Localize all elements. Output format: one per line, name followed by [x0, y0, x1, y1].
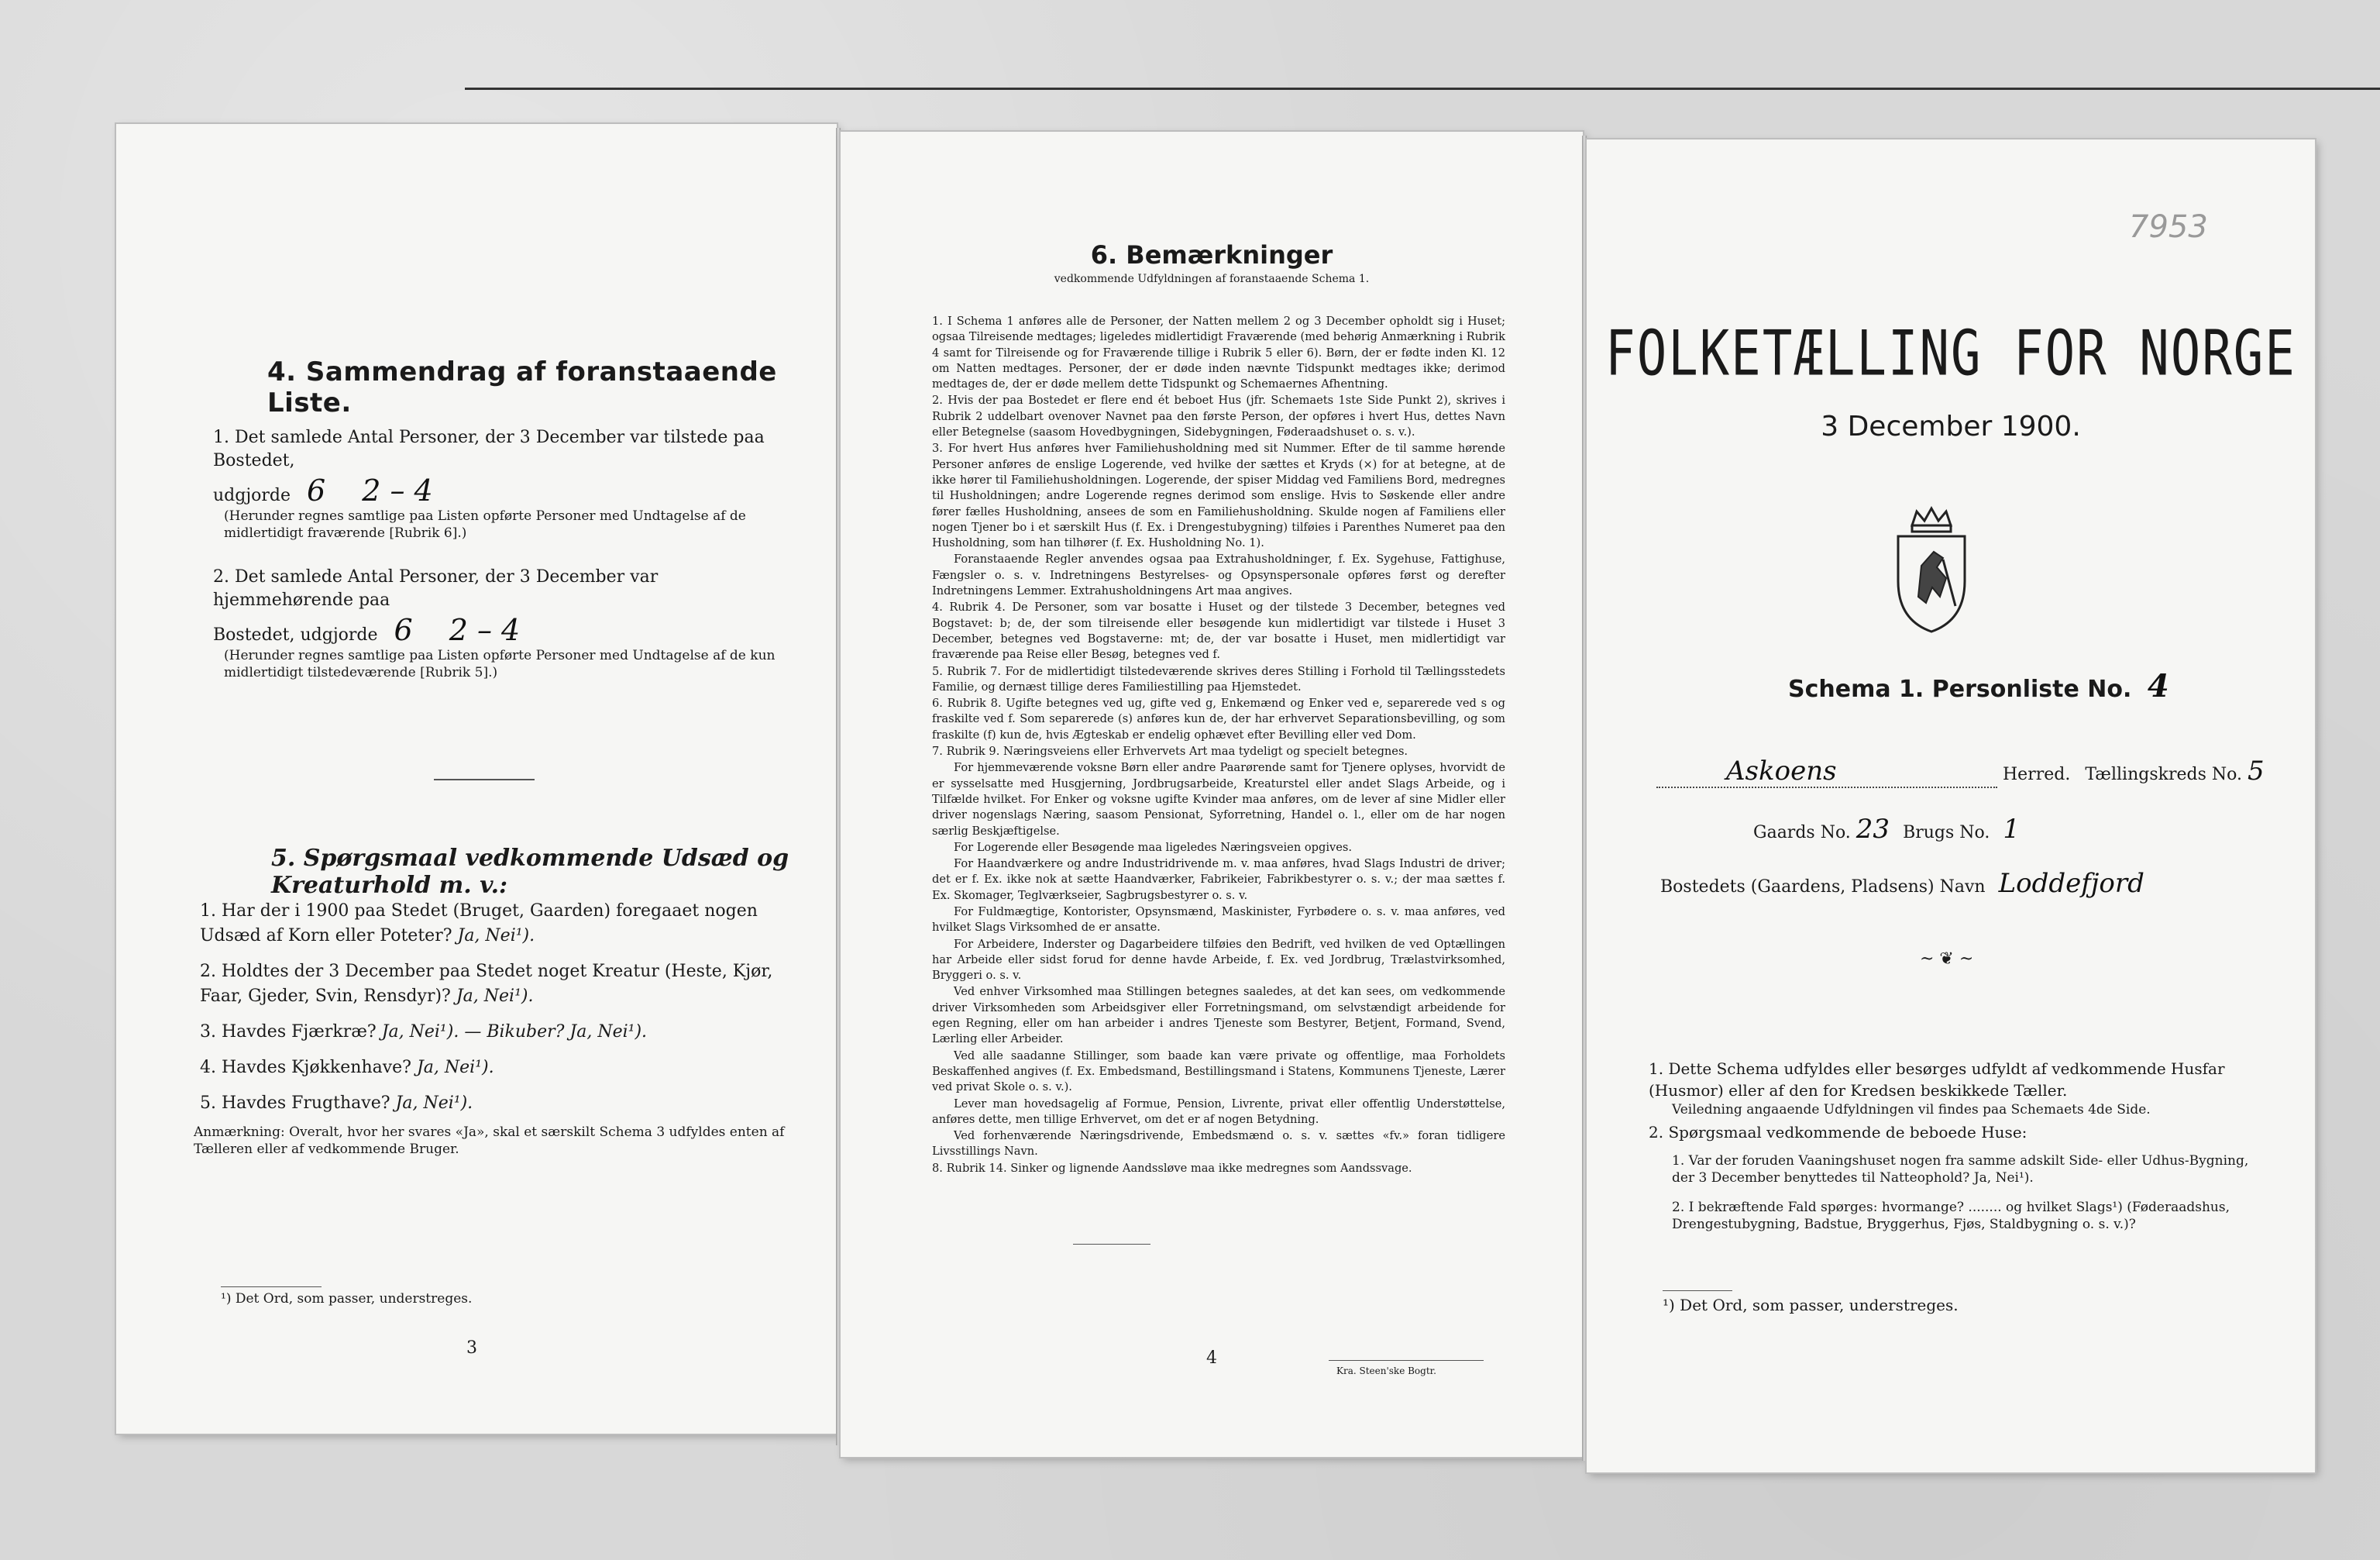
summary-item-2-label: Bostedet, udgjorde: [213, 625, 378, 645]
remark-paragraph: Lever man hovedsagelig af Formue, Pension, Livrente, privat eller offentlig Understøttelse, anføres dette, men tillige Erhvervet, om det er af nogen Betydning.: [932, 1097, 1505, 1126]
question-3-answer: Ja, Nei¹). — Bikuber? Ja, Nei¹).: [381, 1022, 648, 1042]
remark-paragraph: For Arbeidere, Inderster og Dagarbeidere tilføies den Bedrift, ved hvilken de ved Optællingen har Arbeide eller sidst forud for denne havde Arbeide, f. Ex. ved Jordbrug, Trælastvirksomhed, Bryggeri o. s. v.: [932, 937, 1505, 983]
remark-paragraph: 1. I Schema 1 anføres alle de Personer, der Natten mellem 2 og 3 December opholdt sig i Huset; ogsaa Tilreisende medtages; ligeledes midlertidigt Fraværende (med behørig Anmærkning i Rubrik 4 samt for Tilreisende og for Fraværende tillige i Rubrik 5 eller 6). Børn, der er fødte inden Kl. 12 om Natten medtages. Personer, der er døde inden nævnte Tidspunkt medtages ikke; derimod medtages de, der er døde mellem dette Tidspunkt og Schemaernes Afhentning.: [932, 315, 1505, 391]
remark-paragraph: For Haandværkere og andre Industridrivende m. v. maa anføres, hvad Slags Industri de driver; det er f. Ex. ikke nok at sætte Haandværker, Fabrikeier, Fabrikbestyrer o. s. v.; der maa sættes f. Ex. Skomager, Teglværkseier, Sagbrugsbestyrer o. s. v.: [932, 857, 1505, 902]
gaards-value: 23: [1856, 814, 1890, 845]
summary-item-1-label: udgjorde: [213, 486, 291, 505]
instruction-1-note: Veiledning angaaende Udfyldningen vil findes paa Schemaets 4de Side.: [1672, 1102, 2151, 1117]
question-5-answer: Ja, Nei¹).: [395, 1093, 473, 1113]
question-list: [200, 899, 812, 1116]
brugs-value: 1: [2003, 814, 2021, 845]
ornament-divider-icon: ~ ❦ ~: [1920, 949, 1974, 969]
herred-row: [1656, 756, 2292, 788]
kreds-value: 5: [2247, 756, 2265, 787]
summary-item-1: [213, 426, 802, 542]
question-4-answer: Ja, Nei¹).: [416, 1058, 494, 1077]
instruction-2-question-1: 1. Var der foruden Vaaningshuset nogen fra samme adskilt Side- eller Udhus-Bygning, der 3 December benyttedes til Natteophold? Ja, Nei¹).: [1672, 1153, 2249, 1186]
schema-label-row: [1788, 668, 2169, 704]
middle-page: [841, 132, 1583, 1457]
remark-paragraph: Foranstaaende Regler anvendes ogsaa paa Extrahusholdninger, f. Ex. Sygehuse, Fattighuse, Fængsler o. s. v. Indretningens Bestyrelses- og Opsynspersonale opføres først og derefter Indretningens Lemmer. Extrahusholdningens Art maa angives.: [932, 553, 1505, 598]
remark-paragraph: For Fuldmægtige, Kontorister, Opsynsmænd, Maskinister, Fyrbødere o. s. v. maa anføres, ved hvilket Slags Virksomhed de er ansatte.: [932, 904, 1505, 935]
question-1: [200, 899, 812, 949]
remark-paragraph: For Logerende eller Besøgende maa ligeledes Næringsveien opgives.: [954, 840, 1353, 854]
question-2-text: 2. Holdtes der 3 December paa Stedet noget Kreatur (Heste, Kjør, Faar, Gjeder, Svin, Rensdyr)?: [200, 962, 773, 1006]
question-1-answer: Ja, Nei¹).: [457, 926, 535, 945]
top-rule: [465, 88, 2380, 90]
schema-label: Schema 1. Personliste No.: [1788, 676, 2132, 703]
summary-item-1-hand: 2 – 4: [362, 474, 433, 508]
remarks-body: [932, 314, 1505, 1177]
archive-number: 7953: [2129, 209, 2208, 245]
remarks-subheading: vedkommende Udfyldningen af foranstaaende Schema 1.: [1054, 273, 1370, 285]
question-5: [200, 1091, 812, 1116]
question-3: [200, 1020, 812, 1045]
instruction-1: 1. Dette Schema udfyldes eller besørges udfyldt af vedkommende Husfar (Husmor) eller af den for Kredsen beskikkede Tæller.: [1649, 1059, 2225, 1100]
summary-item-2-note: (Herunder regnes samtlige paa Listen opførte Personer med Undtagelse af de kun midlertidigt tilstedeværende [Rubrik 5].): [224, 648, 776, 680]
section-5-heading: 5. Spørgsmaal vedkommende Udsæd og Kreaturhold m. v.:: [271, 845, 789, 899]
remark: Anmærkning: Overalt, hvor her svares «Ja», skal et særskilt Schema 3 udfyldes enten af Tælleren eller af vedkommende Bruger.: [194, 1124, 785, 1157]
question-2-answer: Ja, Nei¹).: [456, 987, 534, 1006]
question-4: [200, 1055, 812, 1080]
instruction-2-question-2: 2. I bekræftende Fald spørges: hvormange? ........ og hvilket Slags¹) (Føderaadshus, Drengestubygning, Badstue, Bryggerhus, Fjøs, Staldbygning o. s. v.)?: [1672, 1200, 2230, 1232]
remark-paragraph: 6. Rubrik 8. Ugifte betegnes ved ug, gifte ved g, Enkemænd og Enker ved e, separerede ved s og fraskilte ved f. Som separerede (s) anføres kun de, der har erhvervet Separationsbevilling, og som fraskilte (f) kun de, hvis Ægteskab er endelig ophævet efter Bevilling eller ved Dom.: [932, 697, 1505, 742]
kreds-label: Tællingskreds No.: [2085, 765, 2242, 784]
question-1-text: 1. Har der i 1900 paa Stedet (Bruget, Gaarden) foregaaet nogen Udsæd af Korn eller Poteter?: [200, 901, 758, 945]
remark-paragraph: 4. Rubrik 4. De Personer, som var bosatte i Huset og der tilstede 3 December, betegnes ved Bogstavet: b; de, der som tilreisende eller besøgende kun midlertidigt var tilstede i Huset 3 December, betegnes ved Bogstaverne: mt; de, der var bosatte i Huset, men midlertidigt var fraværende paa Reise eller Besøg, betegnes ved f.: [932, 601, 1505, 662]
remark-paragraph: 3. For hvert Hus anføres hver Familiehusholdning med sit Nummer. Efter de til samme hørende Personer anføres de enslige Logerende, ved hvilke der sættes et Kryds (×) for at betegne, at de ikke hører til Familiehusholdningen. Logerende, der spiser Middag ved Familiens Bord, medregnes til Husholdningen; andre Logerende regnes derimod som enslige. Hvis to Søskende eller andre fører fælles Husholdning, ansees de som en Familiehusholdning. Skulde nogen af Familiens eller nogen Tjener bo i et særskilt Hus (f. Ex. i Drengestubygning) tilføies i Parenthes Numeret paa den Husholdning, som han tilhører (f. Ex. Husholdning No. 1).: [932, 442, 1505, 550]
census-date: 3 December 1900.: [1821, 411, 2081, 443]
remark-paragraph: Ved alle saadanne Stillinger, som baade kan være private og offentlige, maa Forholdets Beskaffenhed angives (f. Ex. Embedsmand, Bestillingsmand i Statens, Kommunens Tjeneste, Lærer ved privat Skole o. s. v.).: [932, 1049, 1505, 1094]
herred-value: Askoens: [1726, 756, 1837, 787]
printer-rule: [1329, 1360, 1484, 1361]
remark-paragraph: For hjemmeværende voksne Børn eller andre Paarørende samt for Tjenere oplyses, hvorvidt de er sysselsatte med Husgjerning, Jordbrugsarbeide, Kreaturstel eller andet Slags Arbeide, og i Tilfælde hvilket. For Enker og voksne ugifte Kvinder maa anføres, om de lever af sine Midler eller driver nogenslags Næring, saasom Pensionat, Syforretning, Handel o. l., eller om de har nogen særlig Beskjæftigelse.: [932, 761, 1505, 838]
personliste-number: 4: [2147, 668, 2169, 704]
instruction-2: 2. Spørgsmaal vedkommende de beboede Huse:: [1649, 1123, 2027, 1142]
coat-of-arms-icon: [1889, 504, 1974, 635]
bosted-row: [1660, 868, 2144, 899]
summary-item-2-hand: 2 – 4: [449, 613, 521, 647]
footnote: ¹) Det Ord, som passer, understreges.: [221, 1291, 473, 1307]
herred-label: Herred.: [2003, 765, 2071, 784]
remarks-rule: [1073, 1244, 1150, 1245]
bosted-label: Bostedets (Gaardens, Pladsens) Navn: [1660, 877, 1986, 897]
remark-paragraph: 5. Rubrik 7. For de midlertidigt tilstedeværende skrives deres Stilling i Forhold til Tællingsstedets Familie, og dernæst tillige deres Familiestilling paa Hjemstedet.: [932, 664, 1505, 694]
remark-paragraph: Ved forhenværende Næringsdrivende, Embedsmænd o. s. v. sættes «fv.» foran tidligere Livsstillings Navn.: [932, 1129, 1505, 1159]
right-page: [1587, 139, 2315, 1472]
census-title: FOLKETÆLLING FOR NORGE: [1605, 318, 2296, 391]
summary-item-2-text: 2. Det samlede Antal Personer, der 3 December var hjemmehørende paa: [213, 567, 659, 610]
bosted-value: Loddefjord: [1998, 868, 2144, 899]
question-4-text: 4. Havdes Kjøkkenhave?: [200, 1058, 411, 1077]
printer-mark: Kra. Steen'ske Bogtr.: [1336, 1365, 1436, 1376]
page-number: 3: [466, 1338, 477, 1358]
brugs-label: Brugs No.: [1903, 823, 1990, 842]
left-page: [116, 124, 837, 1434]
instructions: [1649, 1058, 2253, 1233]
footnote-rule: [221, 1286, 322, 1287]
summary-item-1-note: (Herunder regnes samtlige paa Listen opførte Personer med Undtagelse af de midlertidigt fraværende [Rubrik 6].): [224, 508, 746, 541]
footnote: ¹) Det Ord, som passer, understreges.: [1663, 1296, 1959, 1314]
remark-paragraph: 2. Hvis der paa Bostedet er flere end ét beboet Hus (jfr. Schemaets 1ste Side Punkt 2), skrives i Rubrik 2 uddelbart ovenover Navnet paa den første Person, der opføres i hvert Hus, dettes Navn eller Betegnelse (saasom Hovedbygningen, Sidebygningen, Føderaadshuset o. s. v.).: [932, 394, 1505, 439]
question-3-text: 3. Havdes Fjærkræ?: [200, 1022, 377, 1042]
footnote-rule: [1663, 1290, 1732, 1291]
page-number: 4: [1206, 1348, 1217, 1368]
summary-item-2: [213, 566, 802, 681]
summary-item-2-value: 6: [394, 613, 413, 647]
summary-item-1-value: 6: [307, 474, 326, 508]
summary-heading: 4. Sammendrag af foranstaaende Liste.: [267, 356, 777, 418]
separator: [434, 779, 535, 780]
question-2: [200, 959, 812, 1009]
gaards-label: Gaards No.: [1753, 823, 1851, 842]
gaards-row: [1753, 814, 2020, 845]
remark-paragraph: Ved enhver Virksomhed maa Stillingen betegnes saaledes, at det kan sees, om vedkommende driver Virksomheden som Arbeidsgiver eller Forretningsmand, om selvstændigt arbeidende for egen Regning, eller om han arbeider i andres Tjeneste som Bestyrer, Betjent, Formand, Svend, Lærling eller Arbeider.: [932, 985, 1505, 1046]
summary-item-1-text: 1. Det samlede Antal Personer, der 3 December var tilstede paa Bostedet,: [213, 428, 765, 470]
remark-paragraph: 8. Rubrik 14. Sinker og lignende Aandssløve maa ikke medregnes som Aandssvage.: [932, 1161, 1412, 1175]
question-5-text: 5. Havdes Frugthave?: [200, 1093, 390, 1113]
remark-paragraph: 7. Rubrik 9. Næringsveiens eller Erhvervets Art maa tydeligt og specielt betegnes.: [932, 745, 1408, 759]
remarks-heading: 6. Bemærkninger: [1090, 240, 1333, 270]
